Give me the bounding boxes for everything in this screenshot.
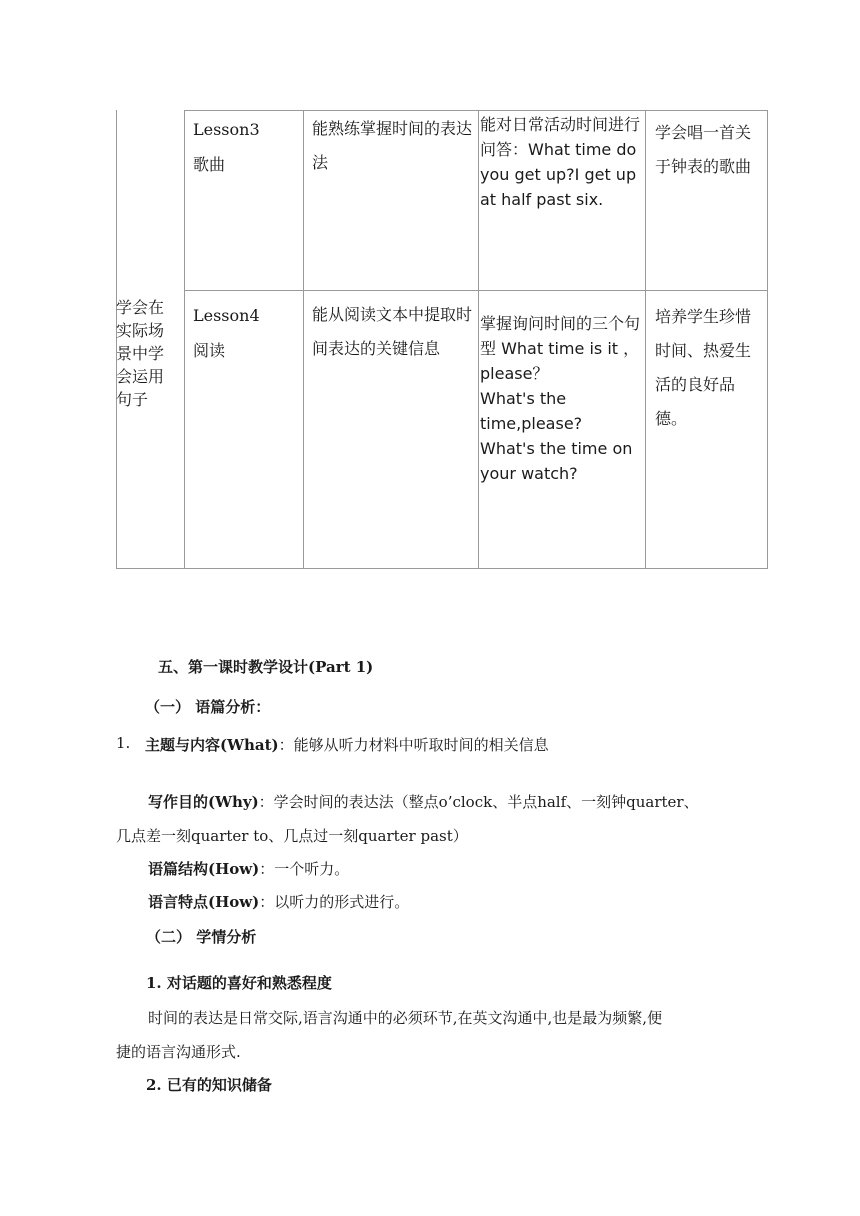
row2-skill-line-c: What's the time on your watch? <box>480 439 633 483</box>
language-label: 语言特点(How) <box>148 893 260 911</box>
row2-goal: 能从阅读文本中提取时间表达的关键信息 <box>312 305 473 358</box>
language-line <box>148 891 409 912</box>
table-border-col4 <box>645 110 646 569</box>
structure-label: 语篇结构(How) <box>148 860 260 878</box>
language-text: ：以听力的形式进行。 <box>259 893 410 911</box>
item1-line <box>145 734 549 755</box>
subheading-learner: （二） 学情分析 <box>146 928 257 946</box>
table-border-col2 <box>303 110 304 569</box>
table-border-right <box>767 110 768 569</box>
row2-value: 培养学生珍惜时间、热爱生活的良好品德。 <box>655 307 752 428</box>
table-border-top <box>184 110 768 111</box>
paragraph-line-2: 捷的语言沟通形式. <box>116 1043 241 1061</box>
item1-label: 主题与内容(What) <box>145 736 279 754</box>
row1-value: 学会唱一首关于钟表的歌曲 <box>655 123 752 176</box>
structure-line <box>148 858 349 879</box>
table-border-col1 <box>184 110 185 569</box>
section-title: 五、第一课时教学设计(Part 1) <box>158 658 374 676</box>
row2-lesson-type: 阅读 <box>193 341 226 360</box>
subheading-discourse: （一） 语篇分析： <box>145 698 271 716</box>
why-line <box>148 791 699 812</box>
why-text: ：学会时间的表达法（整点o’clock、半点half、一刻钟quarter、 <box>258 793 699 811</box>
item1-text: ：能够从听力材料中听取时间的相关信息 <box>278 736 549 754</box>
row2-skill-line-a: 掌握询问时间的三个句型 What time is it ，please？ <box>480 314 641 383</box>
row2-lesson-name: Lesson4 <box>193 306 260 325</box>
why-label: 写作目的(Why) <box>148 793 259 811</box>
row1-lesson-type: 歌曲 <box>193 155 226 174</box>
row2-skill-line-b: What's the time,please? <box>480 389 583 433</box>
heading-interest: 1. 对话题的喜好和熟悉程度 <box>146 974 332 992</box>
row1-lesson <box>193 112 298 182</box>
row2-skill <box>480 311 640 486</box>
row1-goal: 能熟练掌握时间的表达法 <box>312 119 473 172</box>
paragraph-line-1: 时间的表达是日常交际,语言沟通中的必须环节,在英文沟通中,也是最为频繁,便 <box>148 1009 663 1027</box>
table-row-divider <box>184 290 768 291</box>
item1-number: 1. <box>116 734 131 752</box>
structure-text: ：一个听力。 <box>259 860 350 878</box>
why-line-2: 几点差一刻quarter to、几点过一刻quarter past） <box>116 827 468 845</box>
heading-knowledge: 2. 已有的知识储备 <box>146 1076 272 1094</box>
row1-lesson-name: Lesson3 <box>193 120 260 139</box>
table-border-col3 <box>478 110 479 569</box>
row1-skill: 能对日常活动时间进行问答：What time do you get up?I get up at half past six. <box>480 115 641 209</box>
row2-lesson <box>193 298 298 368</box>
table-side-label: 学会在实际场景中学会运用句子 <box>116 298 165 409</box>
table-border-bottom <box>116 568 768 569</box>
